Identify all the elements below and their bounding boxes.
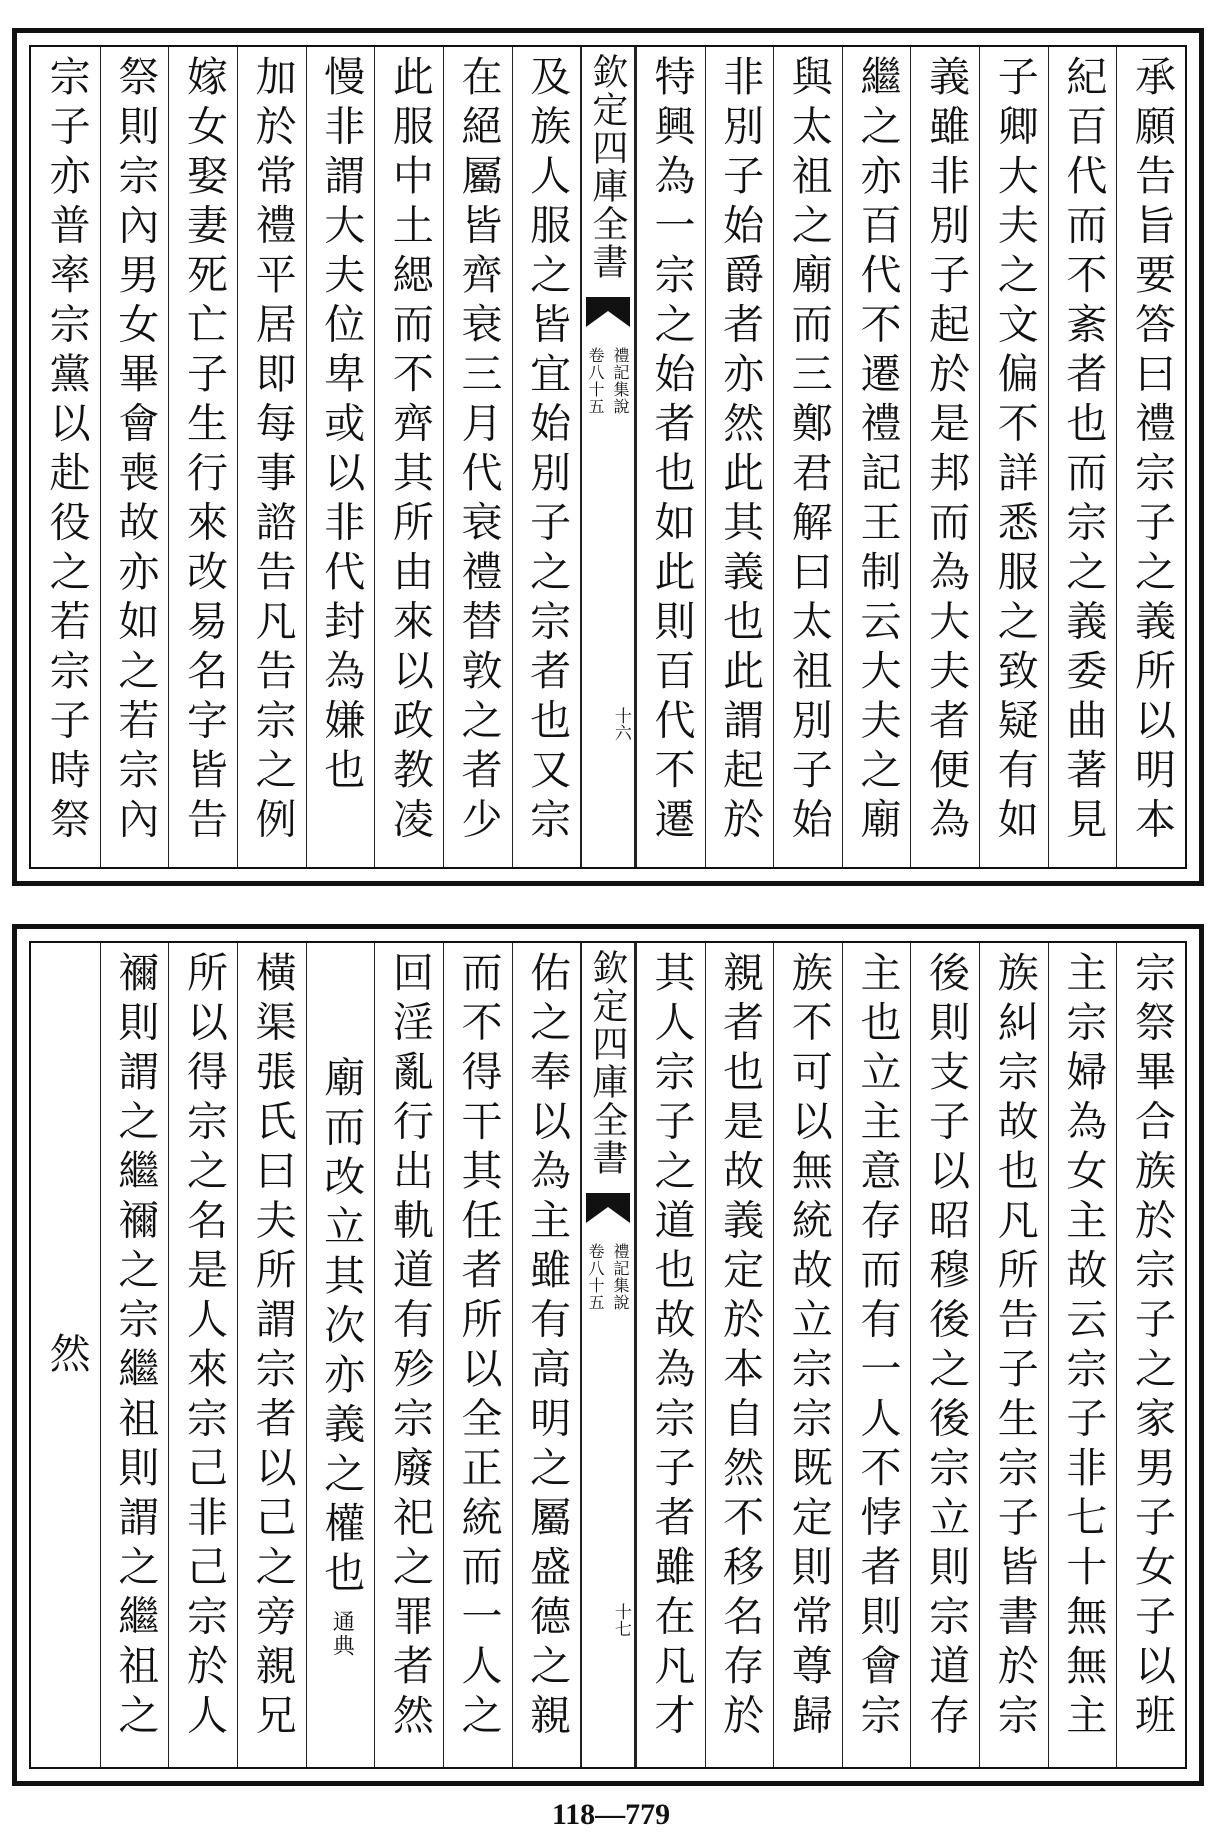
text-column [306, 47, 375, 867]
volume-number: 卷八十五 [586, 1243, 606, 1311]
column-text: 承願告旨要答曰禮宗子之義所以明本 [1128, 55, 1176, 847]
column-text: 繼之亦百代不遷禮記王制云大夫之廟 [853, 55, 902, 847]
bottom-page [12, 924, 1204, 1786]
text-column [512, 943, 581, 1767]
column-text: 而不得干其任者所以全正統而一人之 [454, 951, 503, 1743]
column-text: 與太祖之廟而三鄭君解曰太祖別子始 [784, 55, 833, 847]
text-column [773, 943, 842, 1767]
column-text: 此服中土緦而不齊其所由來以政教凌 [385, 55, 434, 847]
collection-title: 欽定四庫全書 [586, 949, 628, 1177]
leaf-number: 十六 [610, 707, 631, 741]
text-column [910, 943, 979, 1767]
column-text: 非別子始爵者亦然此其義也此謂起於 [716, 55, 765, 847]
column-text: 族糾宗故也凡所告子生宗子皆書於宗 [990, 951, 1039, 1743]
column-text: 親者也是故義定於本自然不移名存於 [716, 951, 765, 1743]
text-column [636, 943, 705, 1767]
text-column [306, 943, 375, 1767]
column-text: 及族人服之皆宜始別子之宗者也又宗 [523, 55, 572, 847]
text-column [705, 943, 774, 1767]
text-column [979, 47, 1048, 867]
column-text: 慢非謂大夫位卑或以非代封為嫌也 [317, 55, 366, 798]
volume-number: 卷八十五 [586, 347, 606, 415]
center-spine [580, 943, 636, 1767]
fish-tail-mark-icon [586, 297, 630, 329]
text-column [705, 47, 774, 867]
text-column [31, 943, 100, 1767]
column-text: 橫渠張氏曰夫所謂宗者以己之旁親兄 [248, 951, 297, 1743]
bottom-page-body [29, 941, 1187, 1769]
column-text: 子卿大夫之文偏不詳悉服之致疑有如 [990, 55, 1039, 847]
text-column [374, 943, 443, 1767]
text-column [1048, 47, 1117, 867]
collection-title: 欽定四庫全書 [586, 53, 628, 281]
text-column [237, 47, 306, 867]
top-page [12, 28, 1204, 886]
text-column [1048, 943, 1117, 1767]
text-column [100, 47, 169, 867]
column-text: 佑之奉以為主雖有高明之屬盛德之親 [523, 951, 572, 1743]
column-text-with-note [307, 951, 375, 1763]
leaf-number: 十七 [610, 1603, 631, 1637]
text-column [773, 47, 842, 867]
text-column [636, 47, 705, 867]
column-text: 後則支子以昭穆後之後宗立則宗道存 [922, 951, 971, 1743]
column-text: 加於常禮平居即每事諮告凡告宗之例 [248, 55, 297, 847]
column-text: 回淫亂行出軌道有殄宗廢祀之罪者然 [385, 951, 434, 1743]
book-title: 禮記集說 [611, 347, 631, 415]
source-note: 通典 [329, 1610, 355, 1659]
text-column [237, 943, 306, 1767]
text-column [910, 47, 979, 867]
column-text: 族不可以無統故立宗宗既定則常尊歸 [784, 951, 833, 1743]
spine-subtitle [582, 347, 634, 607]
center-spine [580, 47, 636, 867]
text-column [979, 943, 1048, 1767]
column-text: 在絕屬皆齊衰三月代衰禮替敦之者少 [454, 55, 503, 847]
text-column [1116, 943, 1185, 1767]
column-text: 廟而改立其次亦義之權也 [317, 1055, 366, 1601]
column-text: 特興為一宗之始者也如此則百代不遷 [647, 55, 696, 847]
column-text: 宗祭畢合族於宗子之家男子女子以班 [1128, 951, 1176, 1743]
column-text: 祭則宗內男女畢會喪故亦如之若宗內 [111, 55, 160, 847]
column-text: 主宗婦為女主故云宗子非七十無無主 [1059, 951, 1108, 1743]
column-text: 主也立主意存而有一人不悖者則會宗 [853, 951, 902, 1743]
text-column [842, 943, 911, 1767]
column-text: 然 [42, 1332, 91, 1382]
text-column [168, 943, 237, 1767]
book-title: 禮記集說 [611, 1243, 631, 1311]
column-text: 紀百代而不紊者也而宗之義委曲著見 [1059, 55, 1108, 847]
text-column [100, 943, 169, 1767]
column-text: 其人宗子之道也故為宗子者雖在凡才 [647, 951, 696, 1743]
page-number-footer: 118—779 [551, 1798, 671, 1831]
text-column [443, 47, 512, 867]
text-column [168, 47, 237, 867]
text-column [31, 47, 100, 867]
column-text: 宗子亦普率宗黨以赴役之若宗子時祭 [42, 55, 91, 847]
text-column [1116, 47, 1185, 867]
text-column [512, 47, 581, 867]
top-page-body [29, 45, 1187, 869]
column-text: 禰則謂之繼禰之宗繼祖則謂之繼祖之 [111, 951, 160, 1743]
spine-subtitle [582, 1243, 634, 1503]
column-text: 義雖非別子起於是邦而為大夫者便為 [922, 55, 971, 847]
column-text: 所以得宗之名是人來宗己非己宗於人 [179, 951, 228, 1743]
text-column [842, 47, 911, 867]
text-column [443, 943, 512, 1767]
column-text: 嫁女娶妻死亡子生行來改易名字皆告 [179, 55, 228, 847]
fish-tail-mark-icon [586, 1193, 630, 1225]
text-column [374, 47, 443, 867]
